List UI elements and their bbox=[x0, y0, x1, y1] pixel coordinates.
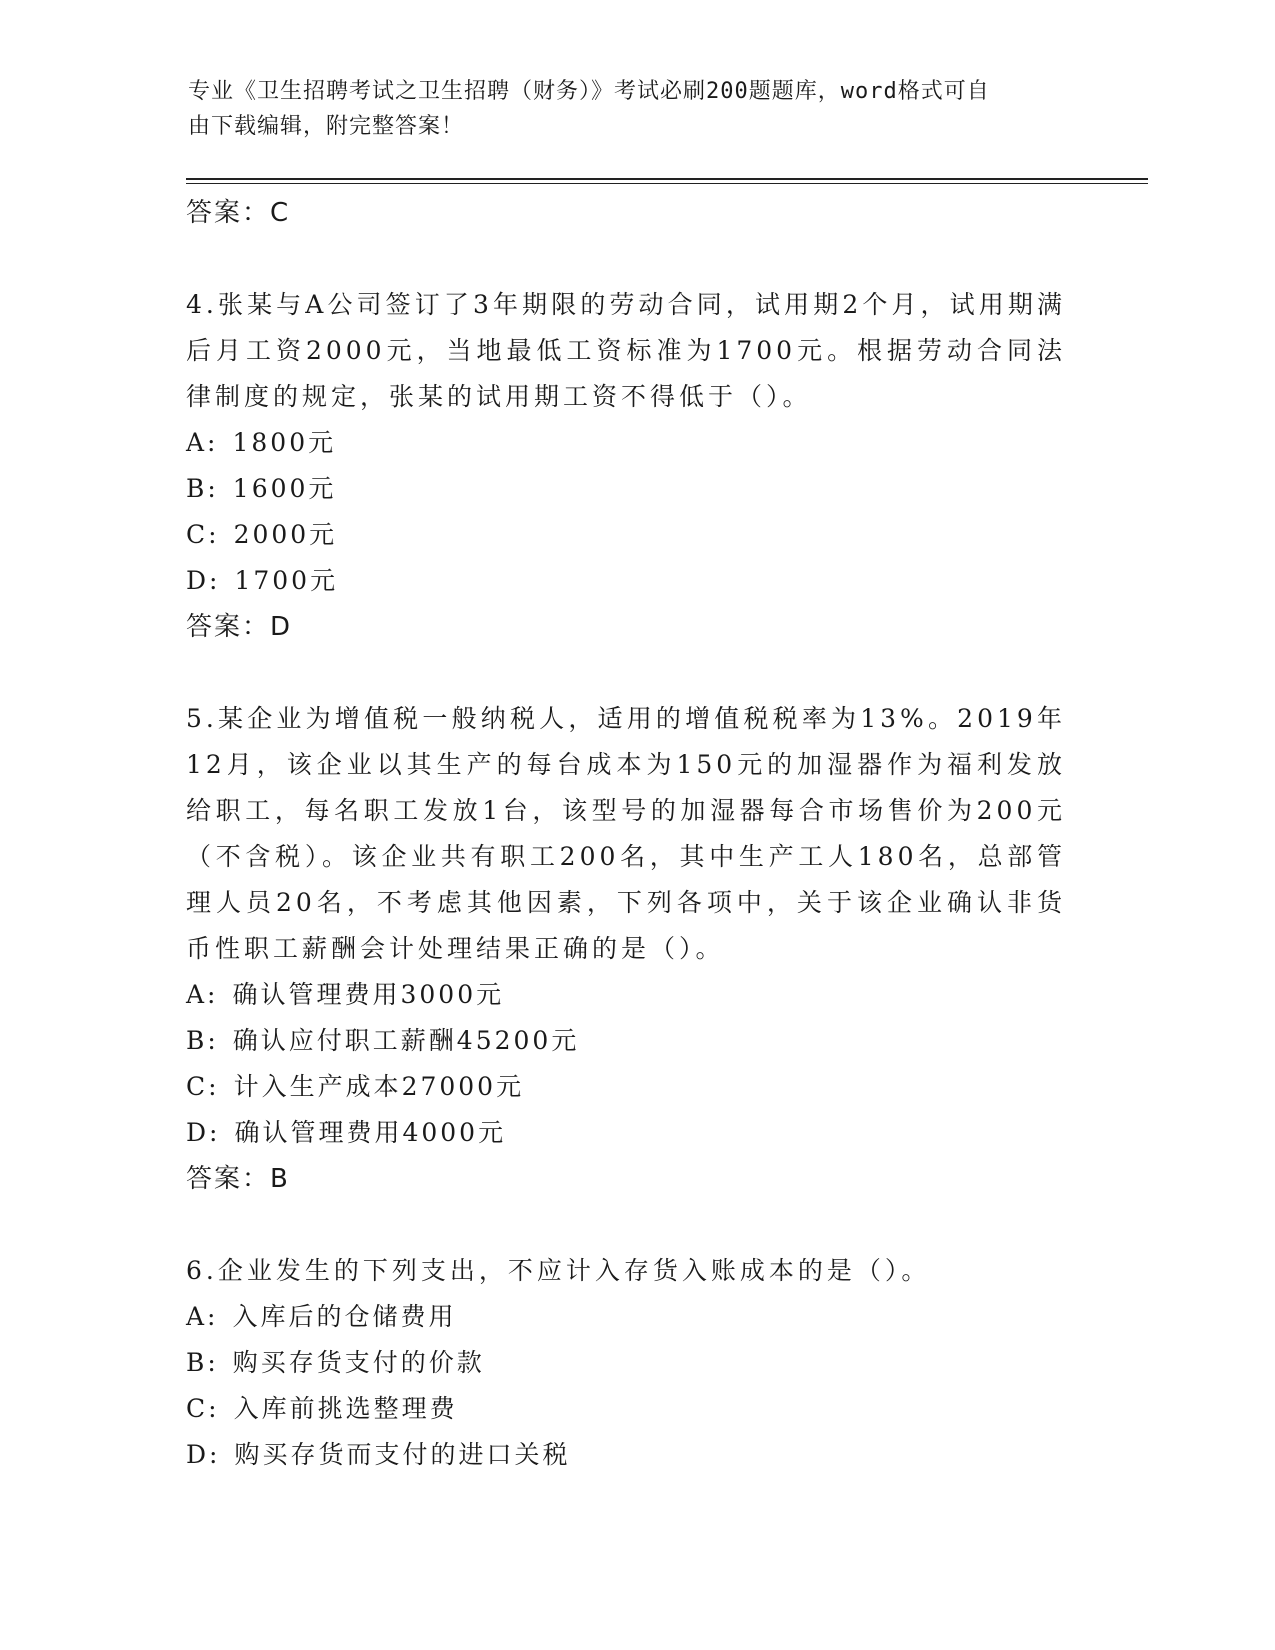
option-text: 2000元 bbox=[233, 520, 338, 549]
header-divider-thick bbox=[186, 178, 1148, 180]
document-header bbox=[188, 74, 1068, 144]
answer-line: 答案：D bbox=[186, 612, 293, 642]
question-text: 4.张某与A公司签订了3年期限的劳动合同，试用期2个月，试用期满后月工资2000元，当地最低工资标准为1700元。根据劳动合同法律制度的规定，张某的试用期工资不得低于（）。 bbox=[186, 290, 1066, 411]
answer-line: 答案：B bbox=[186, 1164, 290, 1194]
option-text: 1600元 bbox=[232, 474, 337, 503]
answer-line: 答案：C bbox=[186, 198, 291, 228]
option-b bbox=[186, 1340, 1086, 1386]
option-key: B: bbox=[186, 474, 219, 503]
option-key: C: bbox=[186, 1394, 220, 1423]
option-text: 购买存货支付的价款 bbox=[232, 1348, 485, 1377]
question-list bbox=[186, 190, 1086, 1478]
question-block bbox=[186, 696, 1086, 1202]
option-text: 入库前挑选整理费 bbox=[233, 1394, 458, 1423]
option-text: 计入生产成本27000元 bbox=[233, 1072, 525, 1101]
option-d bbox=[186, 1432, 1086, 1478]
option-text: 1800元 bbox=[232, 428, 337, 457]
option-a bbox=[186, 420, 1086, 466]
option-key: C: bbox=[186, 520, 220, 549]
question-block bbox=[186, 1248, 1086, 1478]
option-key: D: bbox=[186, 566, 221, 595]
question-block bbox=[186, 282, 1086, 650]
option-text: 确认应付职工薪酬45200元 bbox=[232, 1026, 580, 1055]
header-divider-thin bbox=[186, 183, 1148, 184]
option-text: 购买存货而支付的进口关税 bbox=[234, 1440, 571, 1469]
option-key: D: bbox=[186, 1118, 221, 1147]
option-key: C: bbox=[186, 1072, 220, 1101]
option-text: 确认管理费用3000元 bbox=[232, 980, 505, 1009]
option-key: D: bbox=[186, 1440, 221, 1469]
option-b bbox=[186, 1018, 1086, 1064]
header-line-1: 专业《卫生招聘考试之卫生招聘（财务）》考试必刷200题题库，word格式可自 bbox=[188, 79, 990, 104]
option-d bbox=[186, 558, 1086, 604]
option-text: 1700元 bbox=[234, 566, 339, 595]
question-text: 6.企业发生的下列支出，不应计入存货入账成本的是（）。 bbox=[186, 1256, 931, 1285]
option-b bbox=[186, 466, 1086, 512]
option-key: B: bbox=[186, 1348, 219, 1377]
option-key: A: bbox=[186, 428, 219, 457]
option-key: A: bbox=[186, 1302, 219, 1331]
option-text: 入库后的仓储费用 bbox=[232, 1302, 457, 1331]
option-c bbox=[186, 512, 1086, 558]
option-c bbox=[186, 1386, 1086, 1432]
question-text: 5.某企业为增值税一般纳税人，适用的增值税税率为13%。2019年12月，该企业以其生产的每台成本为150元的加湿器作为福利发放给职工，每名职工发放1台，该型号的加湿器每合市场售价为200元（不含税）。该企业共有职工200名，其中生产工人180名，总部管理人员20名，不考虑其他因素，下列各项中，关于该企业确认非货币性职工薪酬会计处理结果正确的是（）。 bbox=[186, 704, 1066, 963]
header-line-2: 由下载编辑，附完整答案！ bbox=[188, 114, 465, 139]
option-key: B: bbox=[186, 1026, 219, 1055]
option-a bbox=[186, 1294, 1086, 1340]
option-text: 确认管理费用4000元 bbox=[234, 1118, 507, 1147]
option-d bbox=[186, 1110, 1086, 1156]
option-c bbox=[186, 1064, 1086, 1110]
option-a bbox=[186, 972, 1086, 1018]
option-key: A: bbox=[186, 980, 219, 1009]
